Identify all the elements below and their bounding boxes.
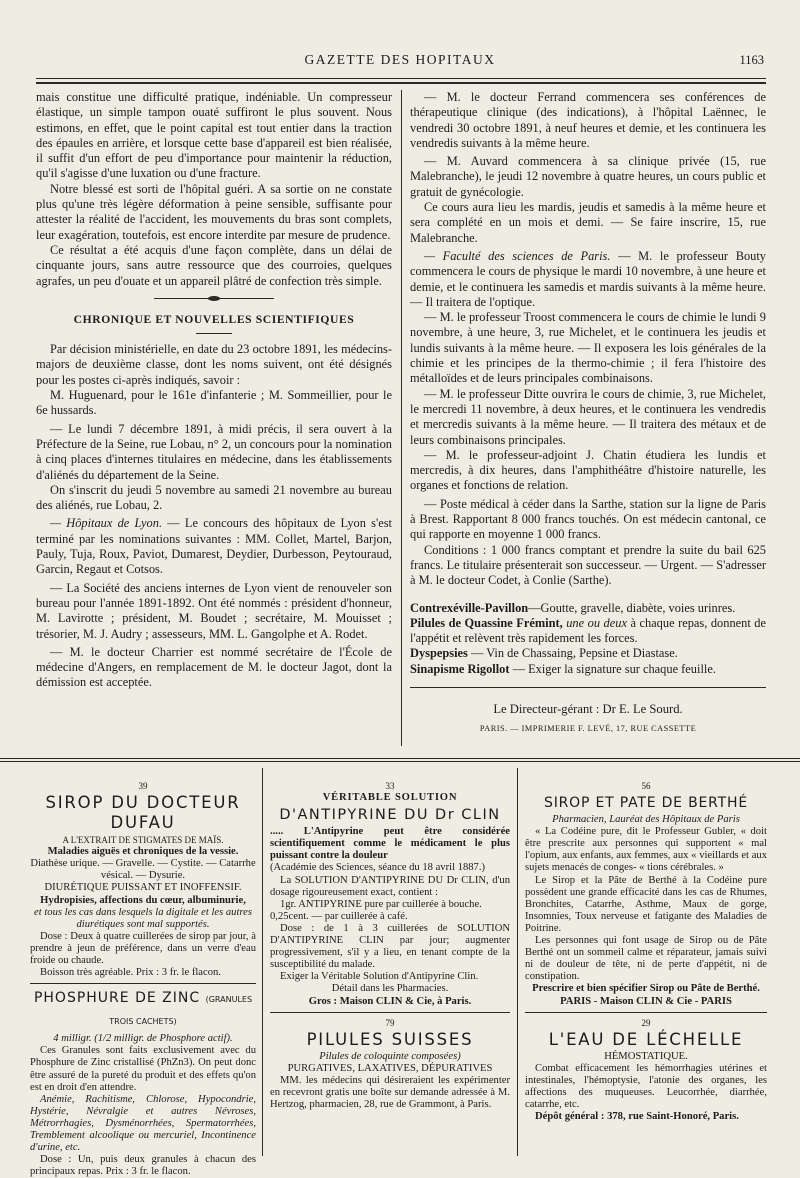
ad-line: 1gr. ANTIPYRINE pure par cuillerée à bouche. — [280, 898, 482, 910]
ad-brand: Dyspepsies — [410, 646, 468, 661]
ad-line: Détail dans les Pharmacies. — [331, 983, 449, 995]
printer-line: PARIS. — IMPRIMERIE F. LEVÉ, 17, RUE CASSETTE — [479, 724, 697, 734]
ad-line: Boisson très agréable. Prix : 3 fr. le flacon. — [40, 967, 221, 979]
ad-line: Combat efficacement les hémorrhagies utérines et intestinales, l'hémoptysie, l'atonie des organes, les affections des muqueuses. Leucorrhée, diarrhée, catarrhe, etc. — [525, 1062, 767, 1111]
ad-line: PARIS - Maison CLIN & Cie - PARIS — [560, 995, 732, 1007]
section-rule — [196, 333, 232, 334]
ad-line: Dépôt général : 378, rue Saint-Honoré, Paris. — [535, 1111, 739, 1123]
paragraph: — M. le professeur Troost commencera le cours de chimie le lundi 9 novembre, à une heure, 3, rue Michelet, et le continuera les jeudis et lundis suivants à la même heure. — Il exposera les lois générales de la chimie et les principes de la thermo-chimie ; il fera l'histoire des métalloïdes et de leurs principales combinaisons. — [410, 310, 766, 386]
paragraph: — M. Auvard commencera à sa clinique privée (15, rue Malebranche), le jeudi 12 novembre à quatre heures, un cours public et gratuit de gynécologie. — [410, 154, 766, 199]
ad-number: 39 — [138, 781, 148, 791]
ad-line: Maladies aiguës et chroniques de la vessie. — [47, 846, 239, 858]
lead-italic: — Faculté des sciences de Paris. — [424, 248, 611, 263]
ad-line: Dose : de 1 à 3 cuillerées de SOLUTION D'ANTIPYRINE CLIN par jour; augmenter progressivement, s'il y a lieu, en tenant compte de la susceptibilité du malade. — [270, 922, 510, 971]
left-column — [36, 90, 392, 691]
ad-rule — [270, 1012, 510, 1013]
ad-line: DIURÉTIQUE PUISSANT ET INOFFENSIF. — [44, 882, 242, 894]
ad-line: Exiger la Véritable Solution d'Antipyrine Clin. — [280, 971, 479, 983]
ad-line: ..... L'Antipyrine peut être considérée scientifiquement comme le médicament le plus puissant contre la douleur — [270, 826, 510, 862]
paragraph: — M. le professeur Ditte ouvrira le cours de chimie, 3, rue Michelet, le mercredi 11 novembre, à deux heures, et le continuera les vendredis et mercredis suivants à la même heure. — Il traitera des métaux et de leurs combinaisons principales. — [410, 386, 766, 447]
ad-text: — Vin de Chassaing, Pepsine et Diastase. — [467, 646, 678, 661]
paragraph: On s'inscrit du jeudi 5 novembre au samedi 21 novembre au bureau des aliénés, rue Lobau, 2. — [36, 482, 392, 513]
ad-number: 79 — [385, 1017, 395, 1028]
ads-top-rule — [0, 758, 800, 759]
ad-rule — [30, 983, 256, 984]
ads-top-rule-2 — [0, 761, 800, 762]
ad-line: MM. les médecins qui désireraient les expérimenter en recevront gratis une boîte sur demande adressée à M. Hertzog, pharmacien, 28, rue de Grammont, à Paris. — [270, 1074, 510, 1111]
paragraph: — La Société des anciens internes de Lyon vient de renouveler son bureau pour l'année 1891-1892. Ont été nommés : président d'honneur, M. Lavirotte ; président, M. Boudet ; secrétaire, M. Mouisset ; trésorier, M. J. Audry ; assesseurs, MM. L. Gangolphe et A. Rodet. — [36, 580, 392, 641]
ad-line: Gros : Maison CLIN & Cie, à Paris. — [308, 995, 472, 1007]
ad-line: Les personnes qui font usage de Sirop ou de Pâte Berthé ont un sommeil calme et réparateur, jamais suivi ni de douleur de tête, ni de perte d'appétit, ni de constipation. — [525, 935, 767, 983]
ad-block-dufau — [30, 780, 256, 1178]
ad-subtitle: Pharmacien, Lauréat des Hôpitaux de Paris — [552, 814, 740, 826]
paragraph — [36, 516, 392, 577]
header-rule-double — [36, 82, 766, 84]
paragraph: Ce cours aura lieu les mardis, jeudis et samedis à la même heure et sera complété en un mois et demi. — Se faire inscrire, 15, rue Malebranche. — [410, 200, 766, 245]
rule — [410, 687, 766, 688]
ad-subtitle: 4 milligr. (1/2 milligr. de Phosphore actif). — [53, 1033, 233, 1045]
paragraph-body: — Le concours des hôpitaux de Lyon s'est terminé par les nominations suivantes : MM. Collet, Martel, Barjon, Pauly, Tuja, Roux, Paviot, Dumarest, Deydier, Durbesson, Peytouraud, Garcin, Regaut et Cotsos. — [36, 516, 392, 577]
paragraph: Par décision ministérielle, en date du 23 octobre 1891, les médecins-majors de deuxième classe, dont les noms suivent, ont été désignés pour les postes ci-après indiqués, savoir : — [36, 342, 392, 387]
paragraph: Conditions : 1 000 francs comptant et prendre la suite du bail 625 francs. Le titulaire présenterait son successeur. — Urgent. — S'adresser à M. le docteur Codet, à Conlie (Sarthe). — [410, 542, 766, 588]
ad-brand: Sinapisme Rigollot — [410, 661, 510, 676]
ad-title — [30, 988, 256, 1032]
page-header — [0, 46, 800, 76]
ad-subtitle: Pilules de coloquinte composées) — [319, 1050, 461, 1062]
ad-line — [410, 646, 766, 661]
ad-line: Hydropisies, affections du cœur, albuminurie, — [40, 894, 246, 906]
ad-line: Dose : Un, puis deux granules à chacun des principaux repas. Prix : 3 fr. le flacon. — [30, 1154, 256, 1178]
ad-line: La SOLUTION D'ANTIPYRINE DU Dr CLIN, d'un dosage rigoureusement exact, contient : — [270, 874, 510, 898]
ad-line: 0,25cent. — par cuillerée à café. — [270, 910, 408, 922]
ad-number: 33 — [385, 781, 395, 791]
ad-title: L'EAU DE LÉCHELLE — [548, 1029, 744, 1049]
short-ads — [410, 601, 766, 677]
paragraph — [410, 249, 766, 310]
ad-text: —Goutte, gravelle, diabète, voies urinres. — [528, 600, 736, 615]
lead-italic: — Hôpitaux de Lyon. — [50, 516, 163, 531]
ad-line: Dose : Deux à quatre cuillerées de sirop par jour, à prendre à jeun de préférence, dans un verre d'eau froide ou chaude. — [30, 930, 256, 967]
ad-pretitle: VÉRITABLE SOLUTION — [322, 792, 458, 804]
ad-line: Prescrire et bien spécifier Sirop ou Pâte de Berthé. — [532, 983, 760, 995]
ad-number: 29 — [641, 1017, 651, 1028]
paragraph: — M. le docteur Ferrand commencera ses conférences de thérapeutique clinique (des indications), à l'hôpital Laënnec, le vendredi 30 octobre 1891, à neuf heures et demie, et les continuera les vendredis suivants à la même heure. — [410, 90, 766, 150]
ad-line: Ces Granules sont faits exclusivement avec du Phosphure de Zinc cristallisé (PhZn3). On peut donc être assuré de la pureté du produit et des effets qu'on est en droit d'en attendre. — [30, 1045, 256, 1093]
ad-title-main: PHOSPHURE DE ZINC — [33, 990, 201, 1007]
ad-text: à chaque repas, donnent de l'appétit et relèvent très rapidement les forces. — [410, 615, 766, 646]
paragraph-body: — M. le professeur Bouty commencera le cours de physique le mardi 10 novembre, à une heure et demie, et le continuera les samedis et mardis suivants à la même heure. — Il traitera de l'optique. — [410, 248, 766, 309]
ad-italic: une ou deux — [562, 615, 627, 630]
ad-number: 56 — [641, 781, 651, 791]
ad-text: — Exiger la signature sur chaque feuille. — [509, 661, 716, 676]
ad-title-note: (GRANULES TROIS CACHETS) — [109, 995, 253, 1027]
ad-title: D'ANTIPYRINE DU Dr CLIN — [279, 807, 501, 824]
ad-line — [410, 616, 766, 647]
ad-line: Diathèse urique. — Gravelle. — Cystite. — Catarrhe vésical. — Dysurie. — [30, 858, 256, 882]
ad-subtitle: A L'EXTRAIT DE STIGMATES DE MAÏS. — [62, 835, 224, 846]
ad-line: et tous les cas dans lesquels la digitale et les autres diurétiques sont mal supportés. — [34, 906, 252, 930]
right-column — [410, 90, 766, 737]
paragraph: Ce résultat a été acquis d'une façon complète, dans un délai de cinquante jours, sans autre ressource que des courroies, quelques agrafes, un peu d'ouate et un appareil plâtré de confection très simple. — [36, 242, 392, 288]
column-divider — [401, 90, 402, 746]
ad-line: PURGATIVES, LAXATIVES, DÉPURATIVES — [287, 1062, 493, 1074]
ad-title: SIROP ET PATE DE BERTHÉ — [544, 795, 748, 812]
header-rule — [36, 78, 766, 79]
paragraph: — M. le professeur-adjoint J. Chatin étudiera les lundis et mercredis, à dix heures, dans l'amphithéâtre d'histoire naturelle, les organes et fonctions de relation. — [410, 447, 766, 493]
ad-brand: Contrexéville-Pavillon — [410, 600, 529, 615]
ad-line: « La Codéine pure, dit le Professeur Gubler, « doit être prescrite aux personnes qui supportent « mal l'opium, aux enfants, aux femmes, aux « vieillards et aux sujets menacés de conges- « tions cérébrales. » — [525, 826, 767, 874]
paragraph: mais constitue une difficulté pratique, indéniable. Un compresseur élastique, un simple tampon ouaté suffiront le plus souvent. Nous estimons, en effet, que le point capital est tout entier dans la traction des épaules en arrière, et lorsque cette base d'appareil est bien réalisée, il suffit d'un effort de peu d'importance pour maintenir la réduction, qu'il s'agisse d'une luxation ou d'une fracture. — [36, 90, 392, 181]
ad-line: Anémie, Rachitisme, Chlorose, Hypocondrie, Hystérie, Névralgie et autres Névroses, Métrorrhagies, Dysménorrhées, Spermatorrhées, Tremblement alcoolique ou mercuriel, Incontinence d'urine, etc. — [30, 1093, 256, 1154]
ornamental-divider — [154, 294, 274, 304]
paragraph: — Le lundi 7 décembre 1891, à midi précis, il sera ouvert à la Préfecture de la Seine, rue Lobau, n° 2, un concours pour la nomination à cinq places d'internes titulaires en médecine, dans les établissements d'aliénés du département de la Seine. — [36, 421, 392, 482]
ad-rule — [525, 1012, 767, 1013]
ad-line — [410, 662, 766, 677]
ad-title: SIROP DU DOCTEUR DUFAU — [45, 793, 241, 833]
ad-divider — [517, 768, 518, 1156]
ad-line: Le Sirop et la Pâte de Berthé à la Codéine pure possèdent une grande efficacité dans les cas de Rhumes, Bronchites, Catarrhe, Asthme, Maux de gorge, Insomnies, Toux nerveuse et fatigante des Maladies de Poitrine. — [525, 874, 767, 934]
ad-title: PILULES SUISSES — [306, 1029, 474, 1049]
paragraph: — Poste médical à céder dans la Sarthe, station sur la ligne de Paris à Brest. Rapportant 8 000 francs touchés. On est médecin cantonal, ce qui rapporte en moyenne 1 000 francs. — [410, 496, 766, 542]
paragraph: — M. le docteur Charrier est nommé secrétaire de l'École de médecine d'Angers, en remplacement de M. le docteur Jagot, dont la démission est acceptée. — [36, 644, 392, 690]
ad-block-berthe — [525, 780, 767, 1123]
section-title: CHRONIQUE ET NOUVELLES SCIENTIFIQUES — [73, 312, 355, 326]
director-signature: Le Directeur-gérant : Dr E. Le Sourd. — [493, 701, 683, 716]
ad-divider — [262, 768, 263, 1156]
journal-title: GAZETTE DES HOPITAUX — [304, 52, 496, 67]
ad-line: (Académie des Sciences, séance du 18 avril 1887.) — [270, 862, 486, 874]
page-number: 1163 — [739, 53, 764, 67]
paragraph: Notre blessé est sorti de l'hôpital guéri. A sa sortie on ne constate plus qu'une très légère déformation à peine sensible, suffisante pour attester la réalité de l'accident, les mouvements du bras sont complets, leur exagération, toutefois, est encore interdite par mesure de prudence. — [36, 181, 392, 242]
ad-block-antipyrine — [270, 780, 510, 1111]
ad-brand: Pilules de Quassine Frémint, — [410, 615, 563, 630]
ad-subtitle: HÉMOSTATIQUE. — [604, 1050, 688, 1062]
paragraph: M. Huguenard, pour le 161e d'infanterie ; M. Sommeillier, pour le 6e hussards. — [36, 388, 392, 418]
ad-line — [410, 601, 766, 616]
